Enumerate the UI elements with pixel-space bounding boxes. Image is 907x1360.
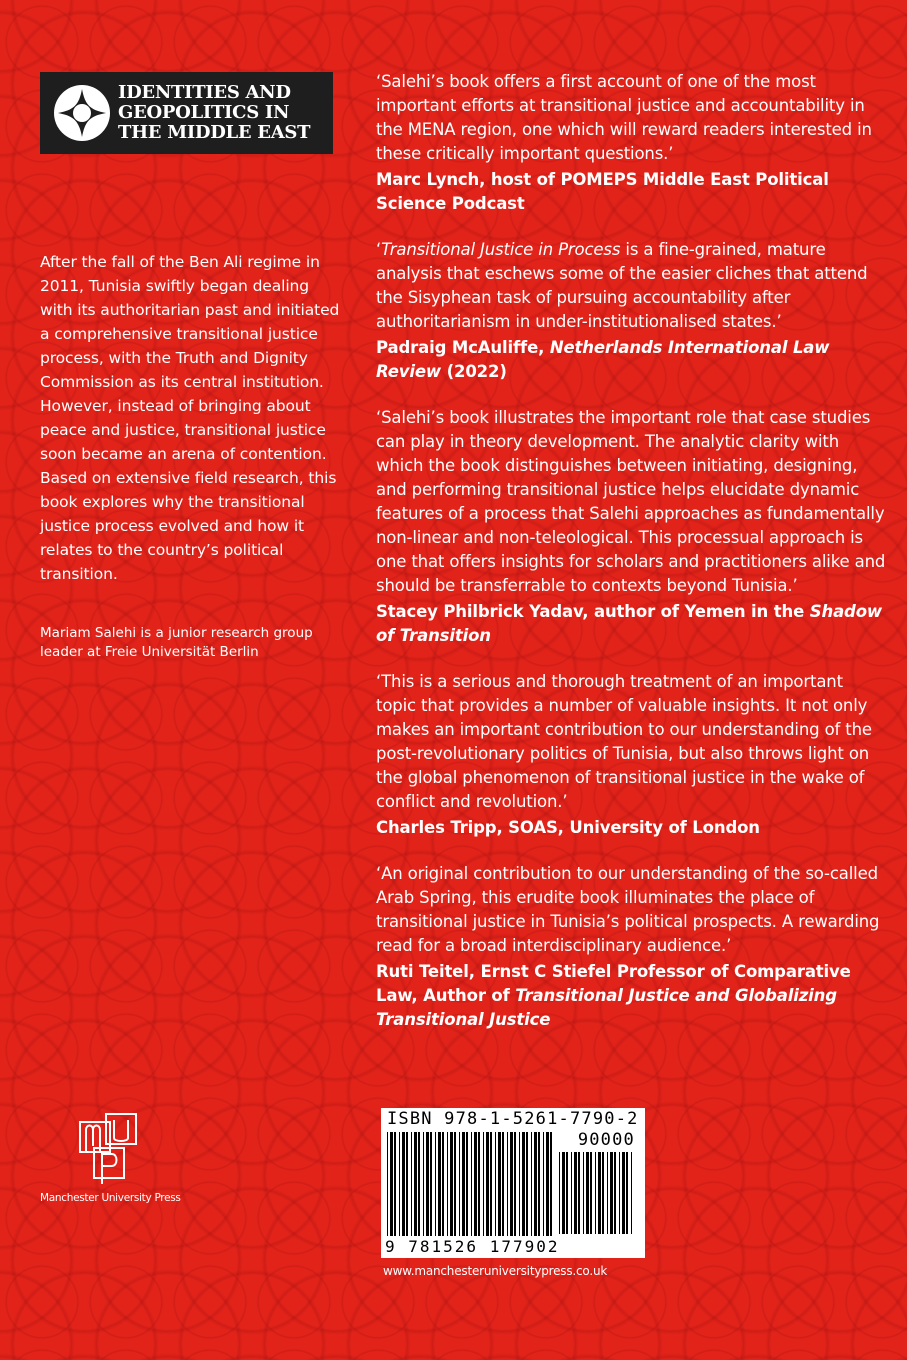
endorsement-source: Marc Lynch, host of POMEPS Middle East Political Science Podcast [376, 170, 829, 213]
barcode-bar [622, 1152, 625, 1234]
publisher-website[interactable]: www.manchesteruniversitypress.co.uk [383, 1264, 608, 1278]
barcode-bar [471, 1132, 472, 1236]
barcode-bar [507, 1132, 508, 1236]
barcode-bar [423, 1132, 424, 1236]
endorsement-source: Ruti Teitel, Ernst C Stiefel Professor of Comparative Law, Author of Transitional Justice and Globalizing Transitional Justice [376, 962, 851, 1029]
endorsement-text: ‘Transitional Justice in Process is a fine-grained, mature analysis that eschews some of the easier cliches that attend the Sisyphean task of pursuing accountability after authoritarianism in under-institutionalised states.’ [376, 240, 868, 331]
publisher-block [40, 1112, 190, 1204]
barcode-bar [450, 1132, 453, 1236]
journal-title: Netherlands International Law Review [376, 338, 830, 381]
barcode-bar [399, 1132, 400, 1236]
barcode-bar [490, 1132, 492, 1236]
isbn-barcode [381, 1108, 645, 1258]
endorsement [376, 238, 886, 384]
endorsement [376, 70, 886, 216]
endorsement [376, 670, 886, 840]
barcode-bar [502, 1132, 504, 1236]
endorsement-text: ‘This is a serious and thorough treatment of an important topic that provides a number of valuable insights. It not only makes an important contribution to our understanding of the post-revolutionary politics of Tunisia, but also throws light on the global phenomenon of transitional justice in the wake of conflict and revolution.’ [376, 672, 872, 811]
barcode-bar [574, 1152, 577, 1234]
barcode-bar [418, 1132, 420, 1236]
endorsements [376, 70, 886, 1054]
publisher-name: Manchester University Press [40, 1192, 181, 1204]
endorsement-source: Padraig McAuliffe, Netherlands International Law Review (2022) [376, 338, 830, 381]
barcode-bar [566, 1152, 568, 1234]
barcode-bar [430, 1132, 432, 1236]
barcode-bar [598, 1152, 601, 1234]
endorsement-text: ‘An original contribution to our understanding of the so-called Arab Spring, this erudite book illuminates the place of transitional justice in Tunisia’s political prospects. A rewarding read for a broad interdisciplinary audience.’ [376, 864, 880, 955]
left-column [40, 250, 340, 662]
endorsement [376, 406, 886, 648]
barcode-bar [595, 1152, 596, 1234]
barcode-bar [495, 1132, 496, 1236]
mup-monogram-icon [76, 1112, 140, 1188]
addon-barcode-bars [559, 1152, 637, 1234]
book-title: Transitional Justice in Process [381, 240, 621, 259]
endorsement-source: Stacey Philbrick Yadav, author of Yemen in the Shadow of Transition [376, 602, 882, 645]
barcode-bar [411, 1132, 412, 1236]
barcode-bar [538, 1132, 540, 1236]
barcode-bar [559, 1152, 560, 1234]
barcode-bar [610, 1152, 613, 1234]
barcode-bar [522, 1132, 525, 1236]
barcode-bar [459, 1132, 460, 1236]
barcode-bar [426, 1132, 429, 1236]
barcode-bar [406, 1132, 408, 1236]
isbn-number: ISBN 978-1-5261-7790-2 [387, 1109, 639, 1129]
barcode-bar [462, 1132, 465, 1236]
barcode-bar [586, 1152, 589, 1234]
barcode-bar [614, 1152, 616, 1234]
series-title: IDENTITIES AND GEOPOLITICS IN THE MIDDLE EAST [118, 82, 311, 143]
barcode-bar [390, 1132, 393, 1236]
price-code: 90000 [577, 1130, 635, 1150]
author-note: Mariam Salehi is a junior research group leader at Freie Universität Berlin [40, 625, 313, 660]
barcode-bar [562, 1152, 565, 1234]
barcode-bar [619, 1152, 620, 1234]
barcode-bar [571, 1152, 572, 1234]
barcode-bar [626, 1152, 628, 1234]
book-title: Transitional Justice and Globalizing Transitional Justice [376, 986, 837, 1029]
barcode-bar [394, 1132, 396, 1236]
barcode-bar [519, 1132, 520, 1236]
barcode-bar [447, 1132, 448, 1236]
barcode-bar [414, 1132, 417, 1236]
barcode-bar [438, 1132, 441, 1236]
barcode-bar [534, 1132, 537, 1236]
barcode-bar [543, 1132, 544, 1236]
barcode-bar [483, 1132, 484, 1236]
book-title: Shadow of Transition [376, 602, 882, 645]
barcode-bar [474, 1132, 477, 1236]
endorsement-text: ‘Salehi’s book offers a first account of one of the most important efforts at transitional justice and accountability in the MENA region, one which will reward readers interested in these critically important questions.’ [376, 72, 872, 163]
series-banner [40, 72, 333, 154]
endorsement [376, 862, 886, 1032]
barcode-bar [607, 1152, 608, 1234]
barcode-bar [466, 1132, 468, 1236]
barcode-bar [583, 1152, 584, 1234]
barcode-bar [514, 1132, 516, 1236]
book-blurb: After the fall of the Ben Ali regime in 2011, Tunisia swiftly began dealing with its authoritarian past and initiated a comprehensive transitional justice process, with the Truth and Dignity Commission as its central institution. However, instead of bringing about peace and justice, transitional justice soon became an arena of contention. Based on extensive field research, this book explores why the transitional justice process evolved and how it relates to the country’s political transition. [40, 253, 340, 583]
barcode-bar [550, 1132, 552, 1236]
barcode-bar [387, 1132, 388, 1236]
barcode-bar [498, 1132, 501, 1236]
barcode-bar [546, 1132, 549, 1236]
barcode-bar [631, 1152, 632, 1234]
ean-digits: 9 781526 177902 [385, 1237, 560, 1256]
endorsement-text: ‘Salehi’s book illustrates the important role that case studies can play in theory development. The analytic clarity with which the book distinguishes between initiating, designing, and performing transitional justice helps elucidate dynamic features of a process that Salehi approaches as fundamentally non-linear and non-teleological. This processual approach is one that offers insights for scholars and practitioners alike and should be transferrable to contexts beyond Tunisia.’ [376, 408, 886, 595]
barcode-bar [531, 1132, 532, 1236]
barcode-bar [454, 1132, 456, 1236]
barcode-bar [478, 1132, 480, 1236]
endorsement-source: Charles Tripp, SOAS, University of London [376, 818, 760, 837]
barcode-bar [510, 1132, 513, 1236]
barcode-bar [442, 1132, 444, 1236]
barcode-bar [578, 1152, 580, 1234]
barcode-bar [526, 1132, 528, 1236]
barcode-bar [602, 1152, 604, 1234]
barcode-bar [402, 1132, 405, 1236]
barcode-bar [486, 1132, 489, 1236]
four-point-star-icon [52, 83, 112, 143]
ean-barcode-bars [387, 1132, 559, 1236]
barcode-bar [590, 1152, 592, 1234]
barcode-bar [435, 1132, 436, 1236]
